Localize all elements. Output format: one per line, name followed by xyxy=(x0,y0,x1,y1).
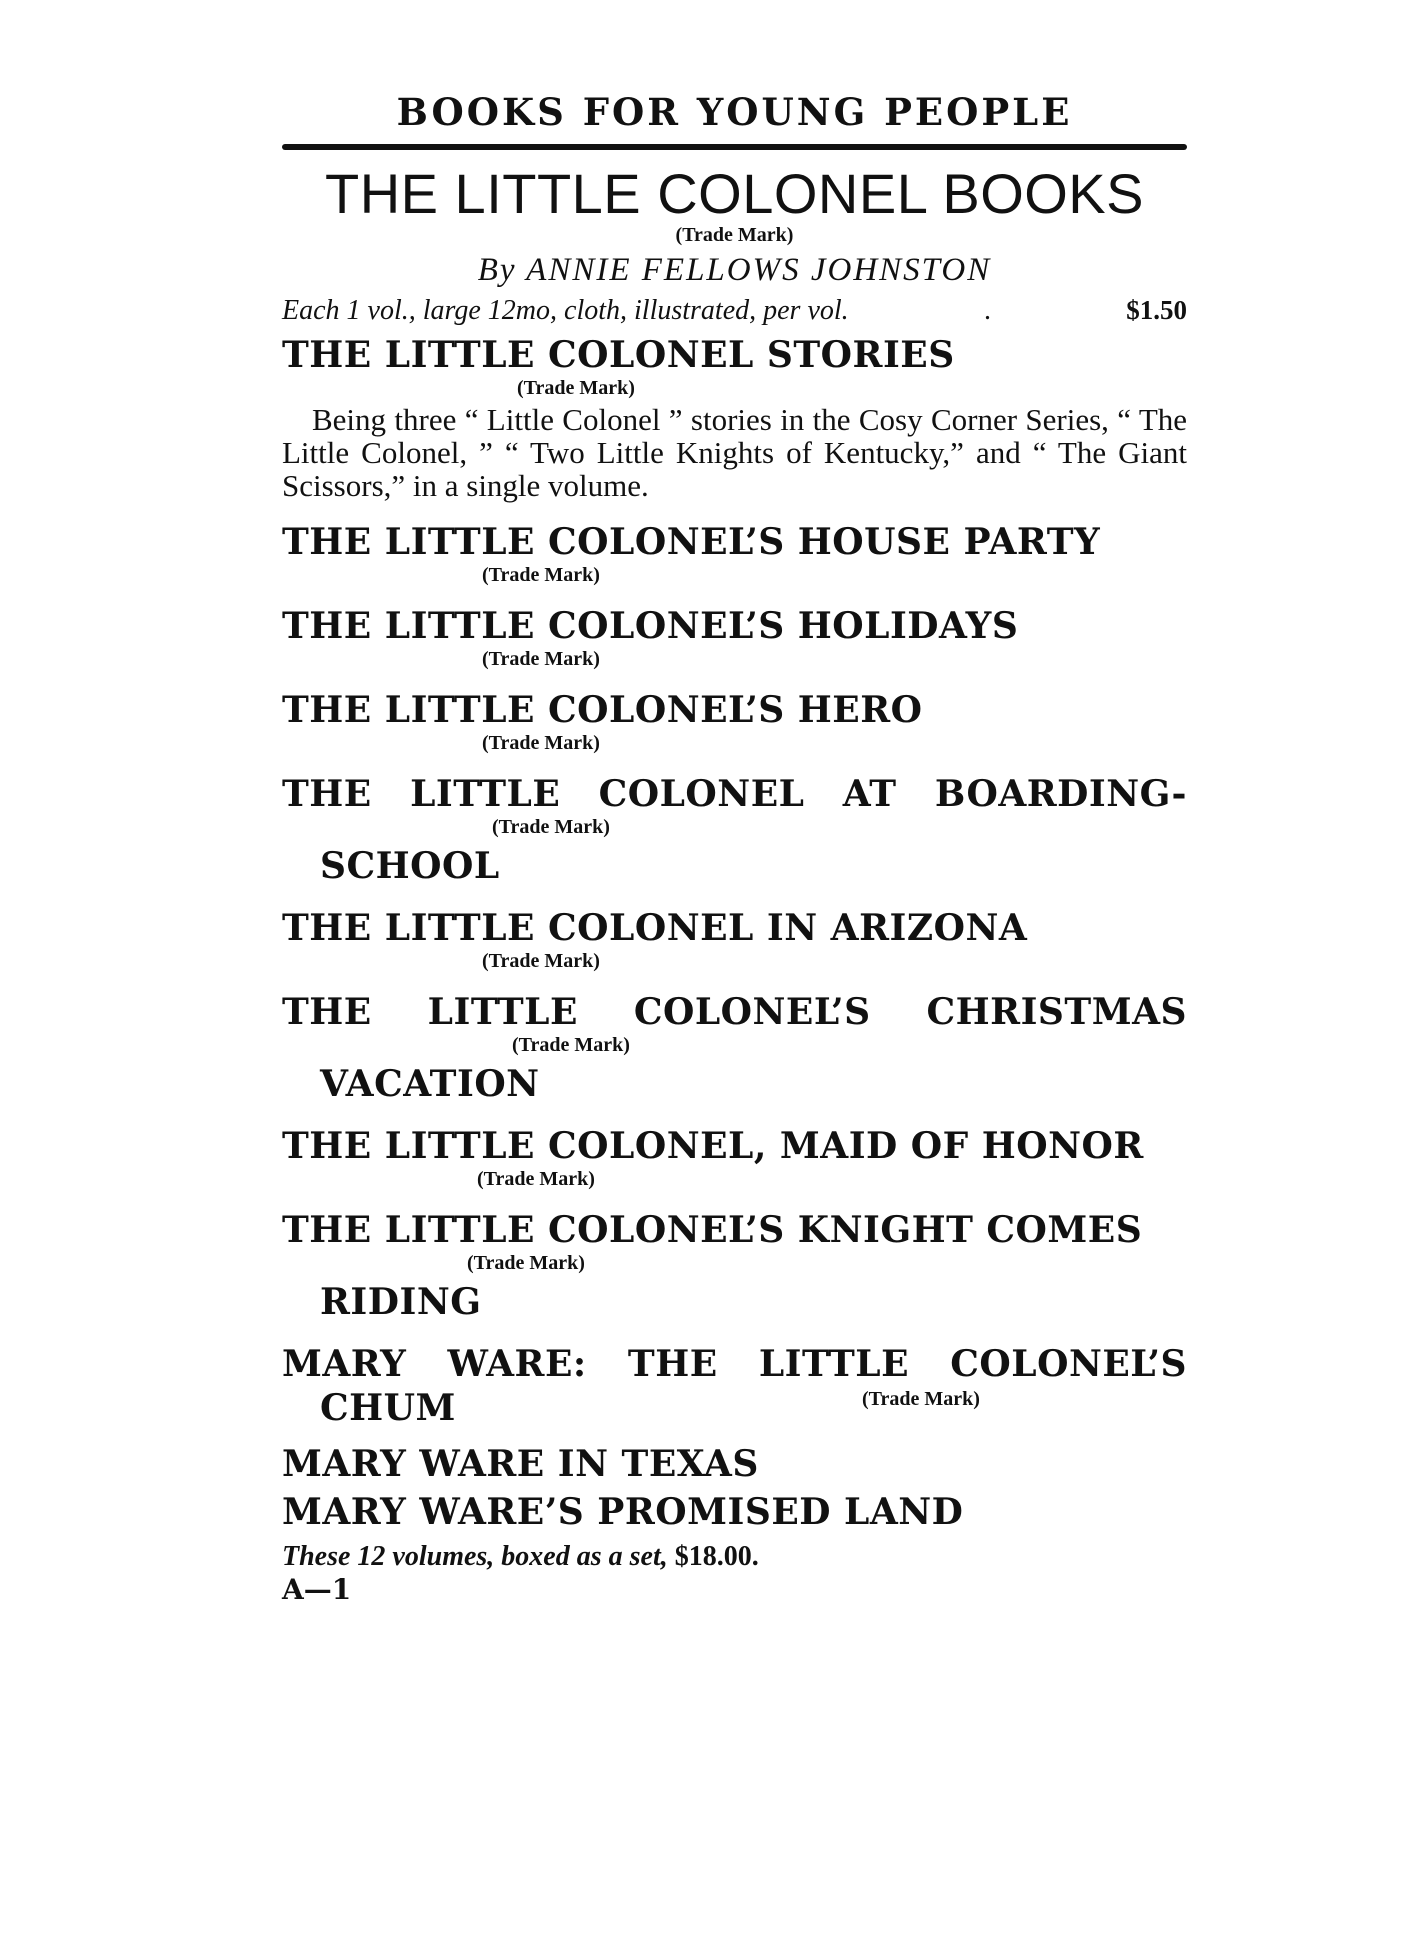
trade-mark: (Trade Mark) xyxy=(482,950,600,972)
edition-description: Each 1 vol., large 12mo, cloth, illustrated, per vol. xyxy=(282,295,849,326)
book-title: THE LITTLE COLONEL AT BOARDING- xyxy=(282,773,1187,815)
set-offer xyxy=(282,1540,1187,1574)
book-title: THE LITTLE COLONEL’S CHRISTMAS xyxy=(282,991,1187,1033)
book-title-row xyxy=(282,1386,1187,1430)
trade-mark: (Trade Mark) xyxy=(862,1388,980,1410)
book-title-continued: VACATION xyxy=(320,1063,540,1105)
book-title: THE LITTLE COLONEL’S HERO xyxy=(282,689,923,731)
edition-row xyxy=(282,292,1187,329)
book-description xyxy=(282,403,1187,502)
set-price: $18.00. xyxy=(674,1541,759,1572)
catalog-page xyxy=(282,90,1187,1606)
book-title: THE LITTLE COLONEL, MAID OF HONOR xyxy=(282,1125,1144,1167)
book-title-continued: SCHOOL xyxy=(320,845,500,887)
trade-mark: (Trade Mark) xyxy=(482,648,600,670)
trade-mark: (Trade Mark) xyxy=(482,564,600,586)
set-description: These 12 volumes, boxed as a set, xyxy=(282,1541,668,1572)
book-title: MARY WARE IN TEXAS xyxy=(282,1443,759,1485)
book-title: THE LITTLE COLONEL’S HOUSE PARTY xyxy=(282,521,1101,563)
edition-dot: . xyxy=(983,295,991,326)
book-entry xyxy=(282,520,1187,586)
author-line: By ANNIE FELLOWS JOHNSTON xyxy=(477,252,992,288)
desc-line: Being three “ Little Colonel ” stories in the Cosy Corner xyxy=(312,402,1018,437)
book-title: THE LITTLE COLONEL IN ARIZONA xyxy=(282,907,1028,949)
trade-mark: (Trade Mark) xyxy=(492,816,610,838)
book-entry xyxy=(282,688,1187,754)
book-entry xyxy=(282,772,1187,888)
trade-mark: (Trade Mark) xyxy=(477,1168,595,1190)
header-rule xyxy=(282,144,1187,150)
trade-mark: (Trade Mark) xyxy=(517,377,635,399)
desc-line: Kentucky,” and “ The Giant Scissors,” in a single volume. xyxy=(282,435,1188,503)
series-title: THE LITTLE COLONEL BOOKS xyxy=(324,162,1145,225)
book-entry xyxy=(282,990,1187,1106)
trade-mark: (Trade Mark) xyxy=(482,732,600,754)
book-entry xyxy=(282,1342,1187,1430)
book-entry xyxy=(282,1208,1187,1324)
desc-line: Series, “ The Little Colonel, ” “ Two Little Knights of xyxy=(282,402,1188,470)
book-title: MARY WARE: THE LITTLE COLONEL’S xyxy=(282,1343,1187,1385)
book-entry xyxy=(282,333,1187,502)
book-title-continued: CHUM xyxy=(320,1387,456,1429)
book-title: THE LITTLE COLONEL’S KNIGHT COMES xyxy=(282,1209,1143,1251)
running-head: BOOKS FOR YOUNG PEOPLE xyxy=(396,90,1073,134)
price: $1.50 xyxy=(1126,295,1187,325)
book-title: THE LITTLE COLONEL’S HOLIDAYS xyxy=(282,605,1019,647)
trade-mark: (Trade Mark) xyxy=(675,224,794,246)
book-title-continued: RIDING xyxy=(320,1281,482,1323)
book-entry xyxy=(282,604,1187,670)
book-title: MARY WARE’S PROMISED LAND xyxy=(282,1491,964,1533)
book-entry xyxy=(282,1124,1187,1190)
book-title: THE LITTLE COLONEL STORIES xyxy=(282,334,955,376)
trade-mark: (Trade Mark) xyxy=(512,1034,630,1056)
book-entry xyxy=(282,906,1187,972)
trade-mark: (Trade Mark) xyxy=(467,1252,585,1274)
signature-mark: A—1 xyxy=(282,1573,352,1606)
